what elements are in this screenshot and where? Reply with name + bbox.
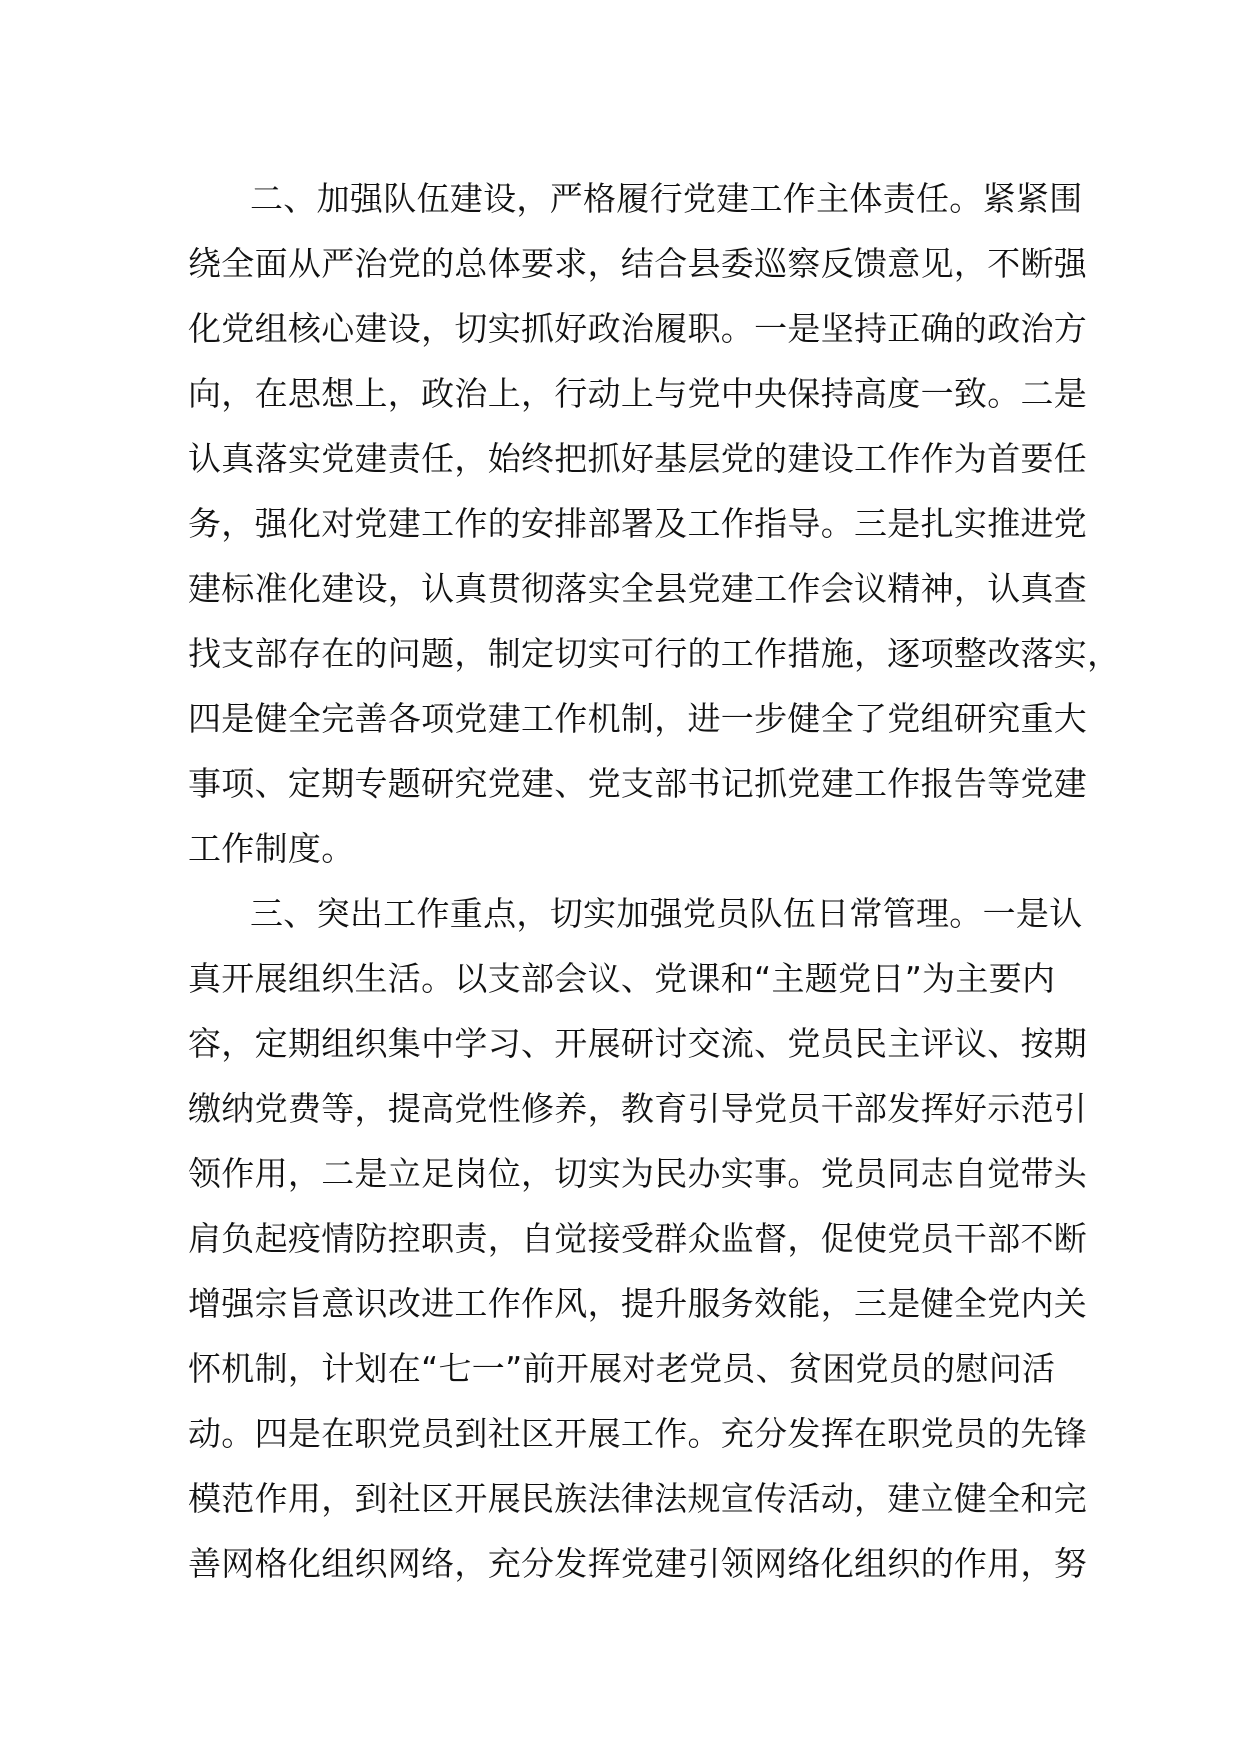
paragraph-3-line-11: 善网格化组织网络，充分发挥党建引领网络化组织的作用，努: [188, 1544, 1088, 1583]
paragraph-3-line-2: 真开展组织生活。以支部会议、党课和“主题党日”为主要内: [188, 959, 1056, 998]
paragraph-3-line-10: 模范作用，到社区开展民族法律法规宣传活动，建立健全和完: [188, 1479, 1088, 1518]
paragraph-3-line-3: 容，定期组织集中学习、开展研讨交流、党员民主评议、按期: [188, 1024, 1088, 1063]
paragraph-2-line-8: 找支部存在的问题，制定切实可行的工作措施，逐项整改落实，: [188, 634, 1121, 673]
paragraph-3-line-8: 怀机制，计划在“七一”前开展对老党员、贫困党员的慰问活: [188, 1349, 1056, 1388]
paragraph-2-line-5: 认真落实党建责任，始终把抓好基层党的建设工作作为首要任: [188, 439, 1088, 478]
paragraph-2-line-4: 向，在思想上，政治上，行动上与党中央保持高度一致。二是: [188, 374, 1088, 413]
paragraph-3-line-4: 缴纳党费等，提高党性修养，教育引导党员干部发挥好示范引: [188, 1089, 1088, 1128]
paragraph-3-line-7: 增强宗旨意识改进工作作风，提升服务效能，三是健全党内关: [188, 1284, 1088, 1323]
paragraph-2-line-11: 工作制度。: [188, 829, 355, 868]
paragraph-2-line-9: 四是健全完善各项党建工作机制，进一步健全了党组研究重大: [188, 699, 1088, 738]
paragraph-2-line-2: 绕全面从严治党的总体要求，结合县委巡察反馈意见，不断强: [188, 244, 1088, 283]
paragraph-3-line-1: 三、突出工作重点，切实加强党员队伍日常管理。一是认: [250, 894, 1083, 933]
paragraph-2-line-7: 建标准化建设，认真贯彻落实全县党建工作会议精神，认真查: [188, 569, 1088, 608]
paragraph-2-line-6: 务，强化对党建工作的安排部署及工作指导。三是扎实推进党: [188, 504, 1088, 543]
paragraph-2-line-3: 化党组核心建设，切实抓好政治履职。一是坚持正确的政治方: [188, 309, 1088, 348]
paragraph-2-line-1: 二、加强队伍建设，严格履行党建工作主体责任。紧紧围: [250, 179, 1083, 218]
paragraph-3-line-5: 领作用，二是立足岗位，切实为民办实事。党员同志自觉带头: [188, 1154, 1088, 1193]
body-text: [188, 166, 1121, 1596]
paragraph-3-line-9: 动。四是在职党员到社区开展工作。充分发挥在职党员的先锋: [188, 1414, 1088, 1453]
paragraph-3-line-6: 肩负起疫情防控职责，自觉接受群众监督，促使党员干部不断: [188, 1219, 1088, 1258]
paragraph-2-line-10: 事项、定期专题研究党建、党支部书记抓党建工作报告等党建: [188, 764, 1088, 803]
